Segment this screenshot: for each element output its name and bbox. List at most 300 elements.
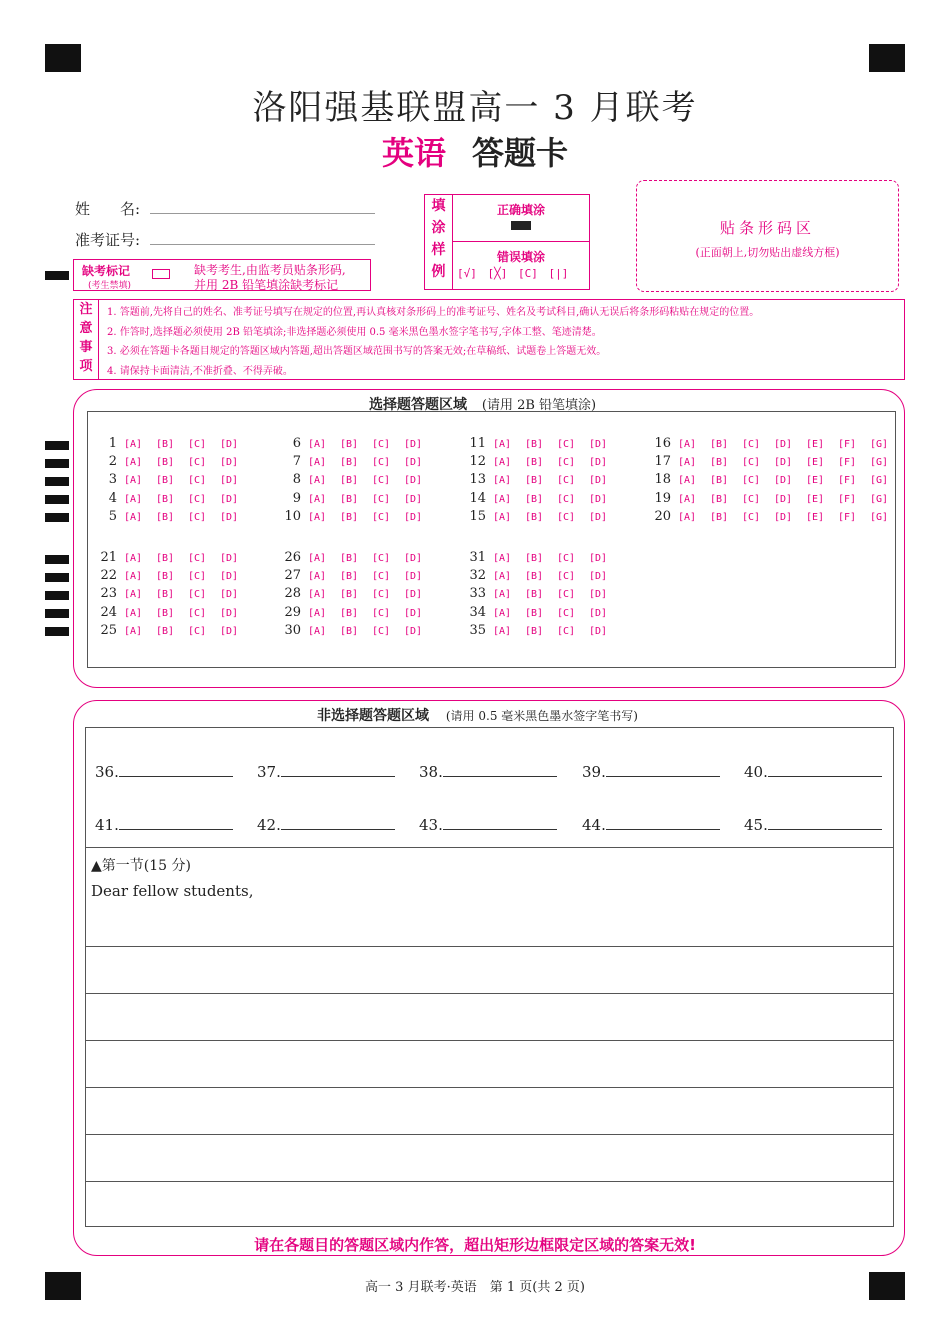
answer-bubble[interactable]: [D] (774, 439, 793, 450)
answer-bubble[interactable]: [C] (557, 493, 576, 505)
question-number: 27 (284, 568, 301, 584)
answer-bubble[interactable]: [B] (340, 571, 359, 583)
corner-mark-top-left (45, 44, 81, 72)
choice-question-1 (91, 436, 252, 451)
question-number: 14 (469, 490, 486, 506)
absent-checkbox[interactable] (152, 269, 170, 279)
answer-bubble[interactable]: [C] (188, 625, 207, 637)
answer-bubble[interactable]: [B] (710, 439, 729, 450)
question-number: 28 (284, 586, 301, 602)
blank-39 (582, 763, 720, 781)
answer-bubble[interactable]: [E] (806, 439, 825, 450)
answer-bubble[interactable]: [A] (308, 607, 327, 619)
blank-number: 36. (95, 763, 119, 781)
notes-side (74, 300, 99, 379)
blank-answer-line[interactable] (768, 765, 882, 777)
timing-mark (45, 591, 69, 600)
answer-bubble[interactable]: [D] (589, 457, 608, 469)
choice-question-19 (645, 491, 902, 506)
answer-bubble[interactable]: [B] (340, 511, 359, 523)
blank-answer-line[interactable] (606, 765, 720, 777)
answer-bubble[interactable]: [A] (308, 553, 327, 564)
answer-bubble[interactable]: [A] (308, 571, 327, 583)
answer-bubble[interactable]: [B] (340, 493, 359, 505)
answer-bubble[interactable]: [A] (678, 493, 697, 505)
sample-divider (453, 241, 589, 242)
answer-bubble[interactable]: [C] (372, 589, 391, 601)
answer-bubble[interactable]: [F] (838, 475, 857, 487)
blank-41 (95, 816, 233, 834)
timing-mark (45, 495, 69, 504)
answer-bubble[interactable]: [B] (156, 607, 175, 619)
card-subtitle (0, 128, 950, 174)
answer-bubble[interactable]: [C] (557, 625, 576, 637)
essay-start[interactable]: Dear fellow students, (91, 882, 254, 900)
answer-bubble[interactable]: [C] (188, 475, 207, 487)
question-number: 21 (100, 550, 117, 565)
answer-bubble[interactable]: [D] (589, 607, 608, 619)
wrong-fill-label: 错误填涂 (496, 250, 545, 264)
barcode-area (636, 180, 899, 292)
answer-bubble[interactable]: [B] (156, 625, 175, 637)
absent-mark-box (73, 259, 371, 291)
timing-mark (45, 627, 69, 636)
answer-bubble[interactable]: [A] (124, 625, 143, 637)
blank-44 (582, 816, 720, 834)
answer-bubble[interactable]: [B] (340, 439, 359, 450)
question-number: 6 (292, 436, 301, 451)
answer-bubble[interactable]: [F] (838, 493, 857, 505)
answer-bubble[interactable]: [C] (742, 511, 761, 523)
answer-bubble[interactable]: [A] (124, 571, 143, 583)
notes-side-char: 项 (79, 359, 93, 374)
barcode-note: (正面朝上,切勿贴出虚线方框) (695, 246, 840, 259)
answer-area-warning: 请在各题目的答题区域内作答，超出矩形边框限定区域的答案无效! (254, 1236, 696, 1254)
choice-question-20 (645, 509, 902, 524)
question-number: 5 (108, 508, 117, 524)
timing-mark (45, 513, 69, 522)
choice-question-13 (460, 472, 621, 487)
notes-side-char: 注 (79, 302, 93, 317)
blank-answer-line[interactable] (443, 765, 557, 777)
answer-bubble[interactable]: [D] (404, 553, 423, 564)
choice-question-9 (275, 491, 436, 506)
choice-question-15 (460, 509, 621, 524)
answer-bubble[interactable]: [D] (404, 475, 423, 487)
fill-sample-box (424, 194, 590, 290)
answer-bubble[interactable]: [C] (188, 457, 207, 469)
answer-bubble[interactable]: [D] (220, 457, 239, 469)
page-footer: 高一 3 月联考·英语 第 1 页(共 2 页) (365, 1280, 585, 1295)
answer-bubble[interactable]: [A] (124, 607, 143, 619)
answer-bubble[interactable]: [C] (557, 439, 576, 450)
choice-question-26 (275, 550, 436, 565)
choice-heading-text: 选择题答题区域 (369, 397, 467, 413)
blank-answer-line[interactable] (606, 818, 720, 830)
answer-bubble[interactable]: [D] (774, 511, 793, 523)
answer-bubble[interactable]: [D] (404, 439, 423, 450)
notes-list (107, 303, 897, 381)
answer-bubble[interactable]: [C] (188, 553, 207, 564)
answer-bubble[interactable]: [D] (220, 571, 239, 583)
answer-bubble[interactable]: [D] (589, 511, 608, 523)
answer-bubble[interactable]: [C] (372, 439, 391, 450)
choice-question-18 (645, 472, 902, 487)
answer-bubble[interactable]: [D] (589, 553, 608, 564)
nonchoice-inner-box (85, 727, 894, 1227)
answer-bubble[interactable]: [A] (308, 439, 327, 450)
choice-question-6 (275, 436, 436, 451)
answer-bubble[interactable]: [D] (589, 589, 608, 601)
blank-number: 44. (582, 816, 606, 834)
answer-bubble[interactable]: [B] (156, 457, 175, 469)
answer-bubble[interactable]: [A] (308, 625, 327, 637)
question-number: 26 (284, 550, 301, 565)
answer-bubble[interactable]: [D] (774, 493, 793, 505)
answer-bubble[interactable]: [B] (340, 457, 359, 469)
subject-name: 英语 (381, 134, 446, 172)
answer-bubble[interactable]: [A] (308, 493, 327, 505)
choice-question-8 (275, 472, 436, 487)
question-number: 2 (108, 454, 117, 470)
answer-bubble[interactable]: [B] (710, 511, 729, 523)
answer-bubble[interactable]: [E] (806, 493, 825, 505)
answer-bubble[interactable]: [B] (525, 475, 544, 487)
answer-bubble[interactable]: [D] (220, 511, 239, 523)
answer-bubble[interactable]: [G] (870, 439, 889, 450)
answer-bubble[interactable]: [B] (156, 571, 175, 583)
answer-bubble[interactable]: [B] (710, 475, 729, 487)
answer-bubble[interactable]: [C] (188, 511, 207, 523)
answer-bubble[interactable]: [A] (124, 457, 143, 469)
answer-bubble[interactable]: [B] (710, 493, 729, 505)
question-number: 12 (469, 454, 486, 470)
blank-answer-line[interactable] (768, 818, 882, 830)
timing-mark (45, 477, 69, 486)
answer-bubble[interactable]: [A] (493, 553, 512, 564)
question-number: 16 (654, 436, 671, 451)
answer-bubble[interactable]: [C] (557, 607, 576, 619)
answer-bubble[interactable]: [D] (774, 457, 793, 469)
answer-bubble[interactable]: [A] (124, 493, 143, 505)
blank-answer-line[interactable] (281, 765, 395, 777)
answer-bubble[interactable]: [A] (678, 439, 697, 450)
notes-box (73, 299, 905, 380)
essay-line (85, 1181, 894, 1182)
nonchoice-heading-text: 非选择题答题区域 (317, 708, 429, 724)
fill-sample-side-char: 填 (431, 198, 446, 214)
blank-43 (419, 816, 557, 834)
answer-bubble[interactable]: [B] (525, 553, 544, 564)
question-number: 7 (292, 454, 301, 470)
choice-question-22 (91, 568, 252, 583)
answer-bubble[interactable]: [D] (404, 607, 423, 619)
answer-bubble[interactable]: [E] (806, 475, 825, 487)
answer-bubble[interactable]: [C] (557, 511, 576, 523)
choice-question-31 (460, 550, 621, 565)
choice-question-17 (645, 454, 902, 469)
answer-bubble[interactable]: [A] (124, 475, 143, 487)
notes-side-char: 事 (79, 340, 93, 355)
answer-bubble[interactable]: [D] (589, 493, 608, 505)
answer-bubble[interactable]: [B] (525, 625, 544, 637)
answer-bubble[interactable]: [C] (188, 571, 207, 583)
absent-label: 缺考标记 (82, 264, 131, 278)
answer-bubble[interactable]: [C] (372, 493, 391, 505)
blank-45 (744, 816, 882, 834)
answer-bubble[interactable]: [C] (188, 493, 207, 505)
answer-bubble[interactable]: [C] (372, 475, 391, 487)
answer-bubble[interactable]: [B] (525, 511, 544, 523)
answer-bubble[interactable]: [A] (678, 475, 697, 487)
blank-37 (257, 763, 395, 781)
absent-text-1: 缺考考生,由监考员贴条形码, (194, 263, 346, 277)
fill-sample-side-char: 涂 (431, 220, 446, 236)
answer-bubble[interactable]: [A] (678, 511, 697, 523)
essay-line (85, 946, 894, 947)
answer-bubble[interactable]: [D] (220, 475, 239, 487)
answer-bubble[interactable]: [D] (220, 439, 239, 450)
answer-bubble[interactable]: [C] (372, 607, 391, 619)
essay-line (85, 1087, 894, 1088)
question-number: 34 (469, 604, 486, 620)
question-number: 10 (284, 508, 301, 524)
question-number: 15 (469, 508, 486, 524)
answer-bubble[interactable]: [B] (525, 493, 544, 505)
blank-number: 43. (419, 816, 443, 834)
answer-bubble[interactable]: [A] (124, 439, 143, 450)
blank-42 (257, 816, 395, 834)
blank-36 (95, 763, 233, 781)
answer-bubble[interactable]: [C] (372, 457, 391, 469)
answer-bubble[interactable]: [B] (156, 553, 175, 564)
choice-question-25 (91, 623, 252, 638)
choice-question-23 (91, 586, 252, 601)
question-number: 23 (100, 586, 117, 602)
essay-line (85, 1040, 894, 1041)
nonchoice-hint: (请用 0.5 毫米黑色墨水签字笔书写) (445, 709, 638, 723)
answer-bubble[interactable]: [A] (308, 475, 327, 487)
question-number: 20 (654, 508, 671, 524)
answer-bubble[interactable]: [A] (678, 457, 697, 469)
id-label: 准考证号: (75, 231, 141, 249)
question-number: 4 (108, 490, 117, 506)
question-number: 17 (654, 454, 671, 470)
answer-bubble[interactable]: [G] (870, 493, 889, 505)
answer-bubble[interactable]: [D] (404, 571, 423, 583)
answer-bubble[interactable]: [B] (340, 607, 359, 619)
answer-bubble[interactable]: [F] (838, 511, 857, 523)
answer-bubble[interactable]: [B] (525, 571, 544, 583)
answer-bubble[interactable]: [G] (870, 457, 889, 469)
answer-bubble[interactable]: [D] (589, 625, 608, 637)
answer-bubble[interactable]: [D] (404, 589, 423, 601)
answer-bubble[interactable]: [B] (525, 457, 544, 469)
answer-bubble[interactable]: [C] (188, 589, 207, 601)
notes-side-char: 意 (79, 321, 93, 336)
answer-bubble[interactable]: [A] (493, 571, 512, 583)
choice-hint: (请用 2B 铅笔填涂) (481, 398, 597, 413)
answer-bubble[interactable]: [C] (742, 439, 761, 450)
correct-fill-label: 正确填涂 (496, 203, 545, 217)
answer-bubble[interactable]: [A] (493, 457, 512, 469)
answer-bubble[interactable]: [A] (493, 511, 512, 523)
answer-bubble[interactable]: [C] (372, 571, 391, 583)
answer-bubble[interactable]: [C] (742, 457, 761, 469)
answer-bubble[interactable]: [B] (156, 475, 175, 487)
choice-question-27 (275, 568, 436, 583)
answer-bubble[interactable]: [A] (124, 553, 143, 564)
answer-bubble[interactable]: [A] (493, 589, 512, 601)
answer-bubble[interactable]: [B] (340, 625, 359, 637)
answer-bubble[interactable]: [A] (124, 511, 143, 523)
blank-answer-line[interactable] (443, 818, 557, 830)
answer-bubble[interactable]: [B] (156, 493, 175, 505)
choice-question-32 (460, 568, 621, 583)
answer-bubble[interactable]: [D] (220, 607, 239, 619)
fill-sample-side-char: 例 (431, 264, 446, 280)
note-item: 1. 答题前,先将自己的姓名、准考证号填写在规定的位置,再认真核对条形码上的准考证号、姓名及考试科目,确认无误后将条形码粘贴在规定的位置。 (107, 307, 760, 318)
choice-question-14 (460, 491, 621, 506)
choice-question-29 (275, 605, 436, 620)
answer-bubble[interactable]: [C] (372, 625, 391, 637)
blank-answer-line[interactable] (119, 818, 233, 830)
answer-bubble[interactable]: [C] (557, 457, 576, 469)
answer-bubble[interactable]: [D] (220, 589, 239, 601)
choice-question-11 (460, 436, 621, 451)
timing-mark (45, 555, 69, 564)
blank-number: 45. (744, 816, 768, 834)
answer-bubble[interactable]: [D] (404, 457, 423, 469)
answer-bubble[interactable]: [G] (870, 511, 889, 523)
answer-bubble[interactable]: [B] (340, 475, 359, 487)
answer-bubble[interactable]: [D] (404, 493, 423, 505)
answer-bubble[interactable]: [F] (838, 439, 857, 450)
choice-question-28 (275, 586, 436, 601)
blank-38 (419, 763, 557, 781)
question-number: 3 (108, 472, 117, 488)
correct-fill-mark (511, 221, 531, 230)
blank-40 (744, 763, 882, 781)
exam-title: 洛阳强基联盟高一 3 月联考 (252, 88, 698, 128)
answer-bubble[interactable]: [A] (493, 625, 512, 637)
question-number: 31 (469, 550, 486, 565)
choice-question-2 (91, 454, 252, 469)
name-field[interactable] (150, 213, 375, 214)
answer-bubble[interactable]: [A] (308, 457, 327, 469)
question-number: 8 (292, 472, 301, 488)
answer-bubble[interactable]: [B] (525, 589, 544, 601)
timing-mark (45, 441, 69, 450)
answer-bubble[interactable]: [C] (372, 511, 391, 523)
choice-question-24 (91, 605, 252, 620)
id-field[interactable] (150, 244, 375, 245)
question-number: 35 (469, 622, 486, 638)
answer-bubble[interactable]: [D] (220, 553, 239, 564)
answer-bubble[interactable]: [A] (308, 511, 327, 523)
answer-bubble[interactable]: [B] (156, 589, 175, 601)
absent-text-2: 并用 2B 铅笔填涂缺考标记 (194, 278, 339, 292)
answer-bubble[interactable]: [C] (557, 553, 576, 564)
answer-bubble[interactable]: [A] (493, 439, 512, 450)
blanks-divider (85, 847, 894, 848)
answer-bubble[interactable]: [C] (372, 553, 391, 564)
essay-line (85, 993, 894, 994)
choice-question-34 (460, 605, 621, 620)
question-number: 25 (100, 622, 117, 638)
answer-bubble[interactable]: [B] (340, 589, 359, 601)
choice-question-30 (275, 623, 436, 638)
choice-question-4 (91, 491, 252, 506)
answer-bubble[interactable]: [G] (870, 475, 889, 487)
answer-bubble[interactable]: [C] (742, 475, 761, 487)
blank-answer-line[interactable] (119, 765, 233, 777)
question-number: 18 (654, 472, 671, 488)
answer-bubble[interactable]: [D] (404, 511, 423, 523)
answer-bubble[interactable]: [C] (188, 607, 207, 619)
answer-bubble[interactable]: [D] (220, 625, 239, 637)
answer-bubble[interactable]: [B] (525, 607, 544, 619)
answer-bubble[interactable]: [D] (589, 475, 608, 487)
blank-number: 38. (419, 763, 443, 781)
blank-number: 37. (257, 763, 281, 781)
absent-note: (考生禁填) (88, 281, 132, 291)
answer-bubble[interactable]: [E] (806, 511, 825, 523)
essay-line (85, 1134, 894, 1135)
question-number: 13 (469, 472, 486, 488)
question-number: 22 (100, 568, 117, 584)
timing-mark (45, 459, 69, 468)
answer-bubble[interactable]: [A] (493, 475, 512, 487)
answer-bubble[interactable]: [C] (557, 571, 576, 583)
answer-bubble[interactable]: [C] (557, 589, 576, 601)
answer-bubble[interactable]: [F] (838, 457, 857, 469)
choice-question-3 (91, 472, 252, 487)
card-label: 答题卡 (472, 134, 569, 172)
answer-bubble[interactable]: [E] (806, 457, 825, 469)
blank-number: 41. (95, 816, 119, 834)
choice-question-16 (645, 436, 902, 451)
answer-bubble[interactable]: [A] (124, 589, 143, 601)
blank-answer-line[interactable] (281, 818, 395, 830)
choice-question-12 (460, 454, 621, 469)
barcode-title: 贴条形码区 (719, 219, 815, 237)
wrong-fill-marks: [√] [╳] [C] [|] (457, 267, 569, 280)
answer-bubble[interactable]: [B] (710, 457, 729, 469)
answer-bubble[interactable]: [A] (493, 493, 512, 505)
question-number: 24 (100, 604, 117, 620)
fill-sample-side (425, 195, 453, 289)
blank-number: 42. (257, 816, 281, 834)
answer-bubble[interactable]: [D] (220, 493, 239, 505)
answer-bubble[interactable]: [D] (589, 439, 608, 450)
answer-bubble[interactable]: [D] (404, 625, 423, 637)
answer-bubble[interactable]: [B] (156, 439, 175, 450)
answer-bubble[interactable]: [B] (156, 511, 175, 523)
corner-mark-top-right (869, 44, 905, 72)
answer-bubble[interactable]: [A] (308, 589, 327, 601)
choice-question-33 (460, 586, 621, 601)
answer-bubble[interactable]: [D] (589, 571, 608, 583)
answer-bubble[interactable]: [C] (557, 475, 576, 487)
answer-bubble[interactable]: [C] (742, 493, 761, 505)
answer-bubble[interactable]: [B] (340, 553, 359, 564)
answer-bubble[interactable]: [B] (525, 439, 544, 450)
answer-bubble[interactable]: [A] (493, 607, 512, 619)
answer-bubble[interactable]: [C] (188, 439, 207, 450)
answer-bubble[interactable]: [D] (774, 475, 793, 487)
timing-mark (45, 609, 69, 618)
